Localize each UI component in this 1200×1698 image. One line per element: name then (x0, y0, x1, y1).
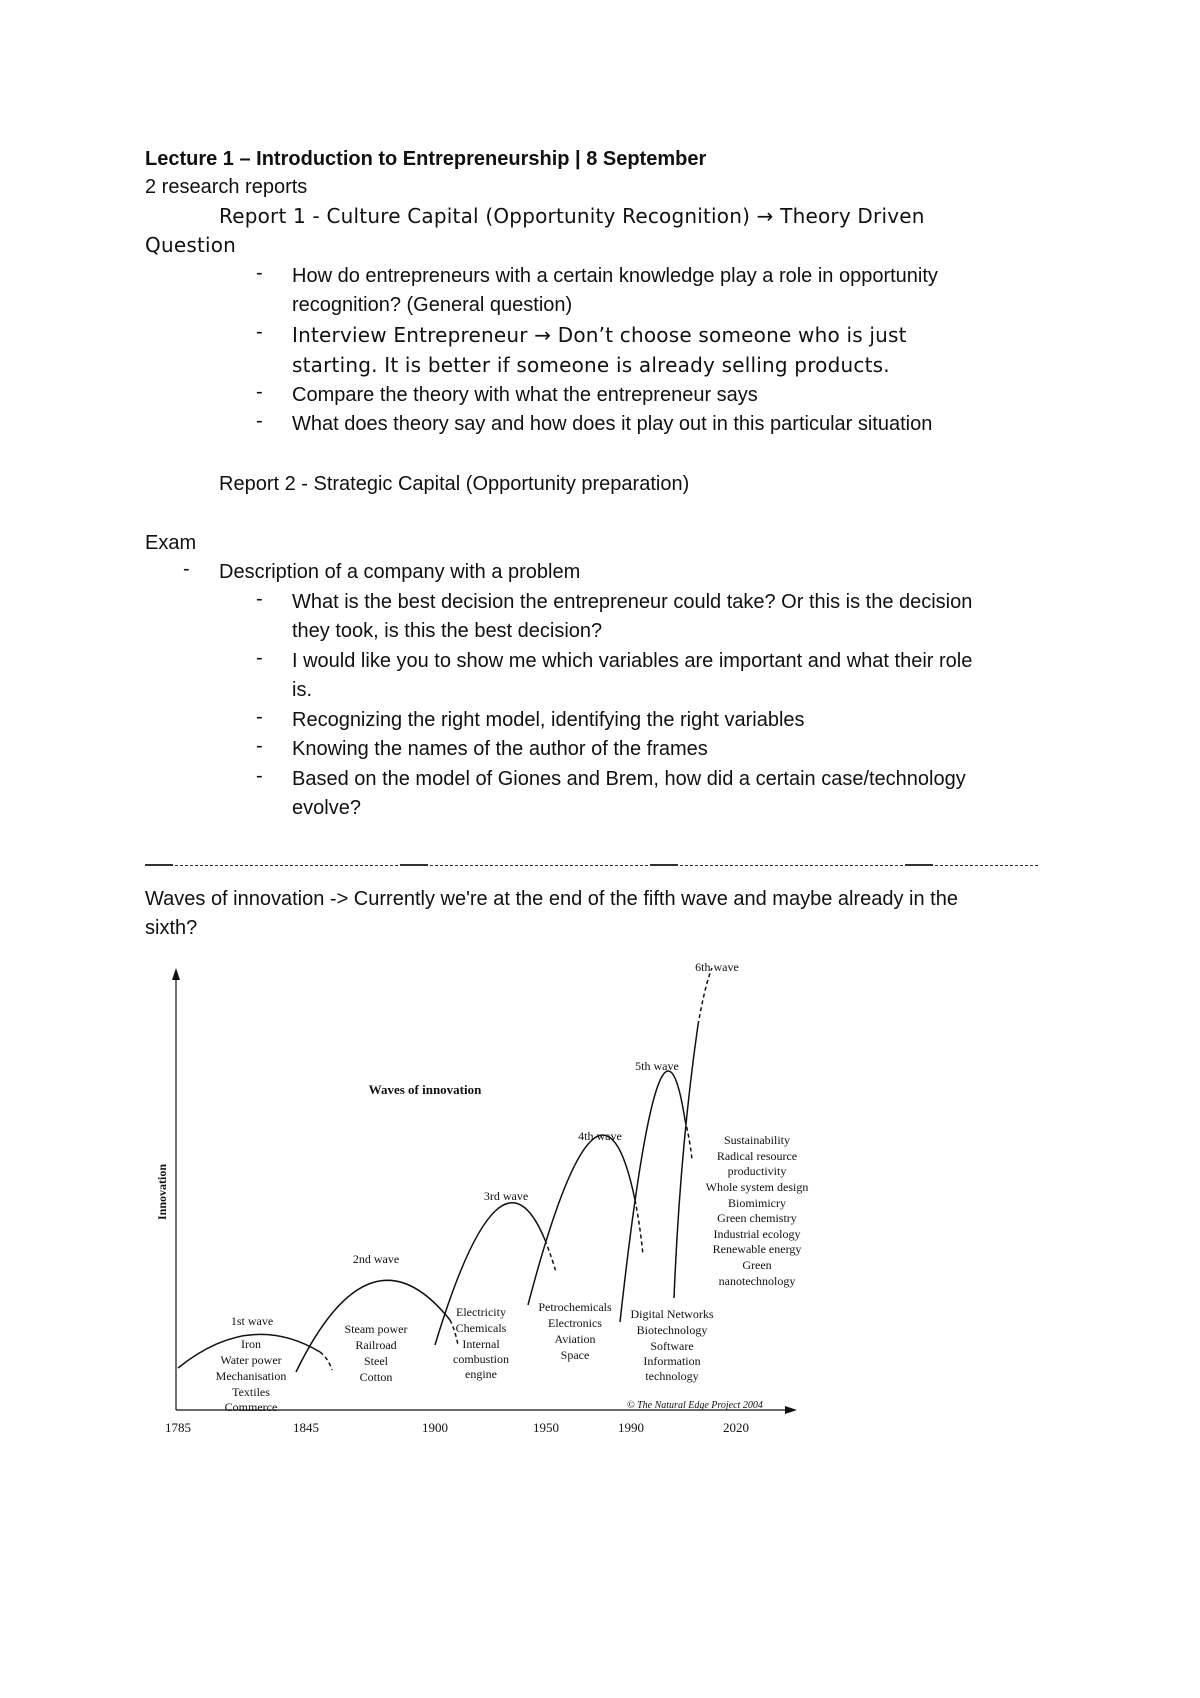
wave-label: 1st wave (230, 1314, 274, 1328)
y-axis-arrow (172, 968, 180, 980)
exam-bullet-2-cont: is. (292, 679, 312, 701)
x-tick-label: 1845 (293, 1420, 319, 1435)
lecture-heading: Lecture 1 – Introduction to Entrepreneurship | 8 September (145, 148, 707, 170)
exam-bullet-5: Based on the model of Giones and Brem, how did a certain case/technology (292, 768, 966, 790)
exam-bullet-1-cont: they took, is this the best decision? (292, 620, 603, 642)
wave-label: 3rd wave (483, 1189, 529, 1203)
wave-item: Aviation (554, 1332, 596, 1346)
wave-item: nanotechnology (718, 1274, 796, 1288)
report1-bullet-2: Interview Entrepreneur → Don’t choose someone who is just (292, 323, 907, 347)
wave-label: 5th wave (635, 1059, 679, 1073)
x-tick-label: 1990 (618, 1420, 644, 1435)
bullet-dash: - (256, 735, 263, 757)
wave-item: Radical resource (716, 1149, 798, 1163)
wave-item: Renewable energy (712, 1242, 802, 1256)
wave-item: Space (560, 1348, 590, 1362)
wave-item: Railroad (355, 1338, 397, 1352)
wave-item: Water power (220, 1353, 282, 1367)
exam-bullet-5-cont: evolve? (292, 797, 361, 819)
x-tick-label: 1900 (422, 1420, 448, 1435)
wave-item: Commerce (224, 1400, 278, 1414)
report2-title: Report 2 - Strategic Capital (Opportunity preparation) (219, 473, 690, 495)
wave-item: Sustainability (724, 1133, 790, 1147)
exam-description: Description of a company with a problem (219, 561, 581, 583)
wave-4-curve (528, 1135, 635, 1305)
wave-item: Green (742, 1258, 772, 1272)
wave-3-tail (545, 1240, 556, 1272)
exam-bullet-2: I would like you to show me which variables are important and what their role (292, 650, 973, 672)
x-tick-label: 1785 (165, 1420, 191, 1435)
wave-item: Internal (462, 1337, 500, 1351)
wave-item: Petrochemicals (538, 1300, 612, 1314)
report1-bullet-2-cont: starting. It is better if someone is already selling products. (292, 353, 890, 377)
bullet-dash: - (256, 381, 263, 403)
wave-6-tail (698, 968, 712, 1025)
bullet-dash: - (256, 588, 263, 610)
exam-bullet-4: Knowing the names of the author of the frames (292, 738, 708, 760)
report1-bullet-1: How do entrepreneurs with a certain knowledge play a role in opportunity (292, 265, 938, 287)
wave-item: Textiles (232, 1385, 270, 1399)
x-axis-arrow (785, 1406, 797, 1414)
wave-item: Steam power (344, 1322, 408, 1336)
wave-4-tail (635, 1200, 643, 1255)
waves-intro: Waves of innovation -> Currently we're at the end of the fifth wave and maybe already in the (145, 888, 958, 910)
wave-1-tail (320, 1352, 332, 1370)
wave-item: Mechanisation (215, 1369, 287, 1383)
bullet-dash: - (183, 558, 190, 580)
chart-credit: © The Natural Edge Project 2004 (627, 1400, 763, 1411)
report1-title-cont: Question (145, 233, 237, 257)
report1-title: Report 1 - Culture Capital (Opportunity Recognition) → Theory Driven (219, 204, 925, 228)
wave-item: productivity (727, 1164, 787, 1178)
wave-item: Chemicals (455, 1321, 507, 1335)
exam-bullet-1: What is the best decision the entrepreneur could take? Or this is the decision (292, 591, 973, 613)
wave-label: 6th wave (695, 960, 739, 974)
exam-label: Exam (145, 532, 197, 554)
wave-item: Electronics (548, 1316, 602, 1330)
chart-title: Waves of innovation (368, 1082, 482, 1097)
bullet-dash: - (256, 321, 263, 343)
report1-bullet-4: What does theory say and how does it play out in this particular situation (292, 413, 933, 435)
waves-intro-cont: sixth? (145, 917, 198, 939)
bullet-dash: - (256, 706, 263, 728)
bullet-dash: - (256, 765, 263, 787)
bullet-dash: - (256, 647, 263, 669)
wave-item: combustion (453, 1352, 509, 1366)
wave-item: engine (465, 1367, 497, 1381)
report1-bullet-1-cont: recognition? (General question) (292, 294, 573, 316)
research-reports-label: 2 research reports (145, 176, 308, 198)
wave-item: Steel (364, 1354, 388, 1368)
report1-bullet-3: Compare the theory with what the entrepreneur says (292, 384, 758, 406)
wave-label: 2nd wave (352, 1252, 400, 1266)
x-tick-label: 1950 (533, 1420, 559, 1435)
wave-item: Digital Networks (630, 1307, 714, 1321)
y-axis-label: Innovation (155, 1163, 169, 1221)
wave-item: Green chemistry (717, 1211, 797, 1225)
x-tick-label: 2020 (723, 1420, 749, 1435)
wave-item: Software (650, 1339, 694, 1353)
wave-item: Cotton (359, 1370, 393, 1384)
exam-bullet-3: Recognizing the right model, identifying the right variables (292, 709, 805, 731)
wave-item: technology (645, 1369, 699, 1383)
wave-item: Industrial ecology (713, 1227, 801, 1241)
wave-item: Whole system design (705, 1180, 809, 1194)
wave-item: Biomimicry (728, 1196, 786, 1210)
wave-item: Electricity (456, 1305, 506, 1319)
bullet-dash: - (256, 262, 263, 284)
wave-item: Biotechnology (636, 1323, 708, 1337)
wave-label: 4th wave (578, 1129, 622, 1143)
wave-item: Information (643, 1354, 701, 1368)
wave-item: Iron (241, 1337, 261, 1351)
bullet-dash: - (256, 410, 263, 432)
